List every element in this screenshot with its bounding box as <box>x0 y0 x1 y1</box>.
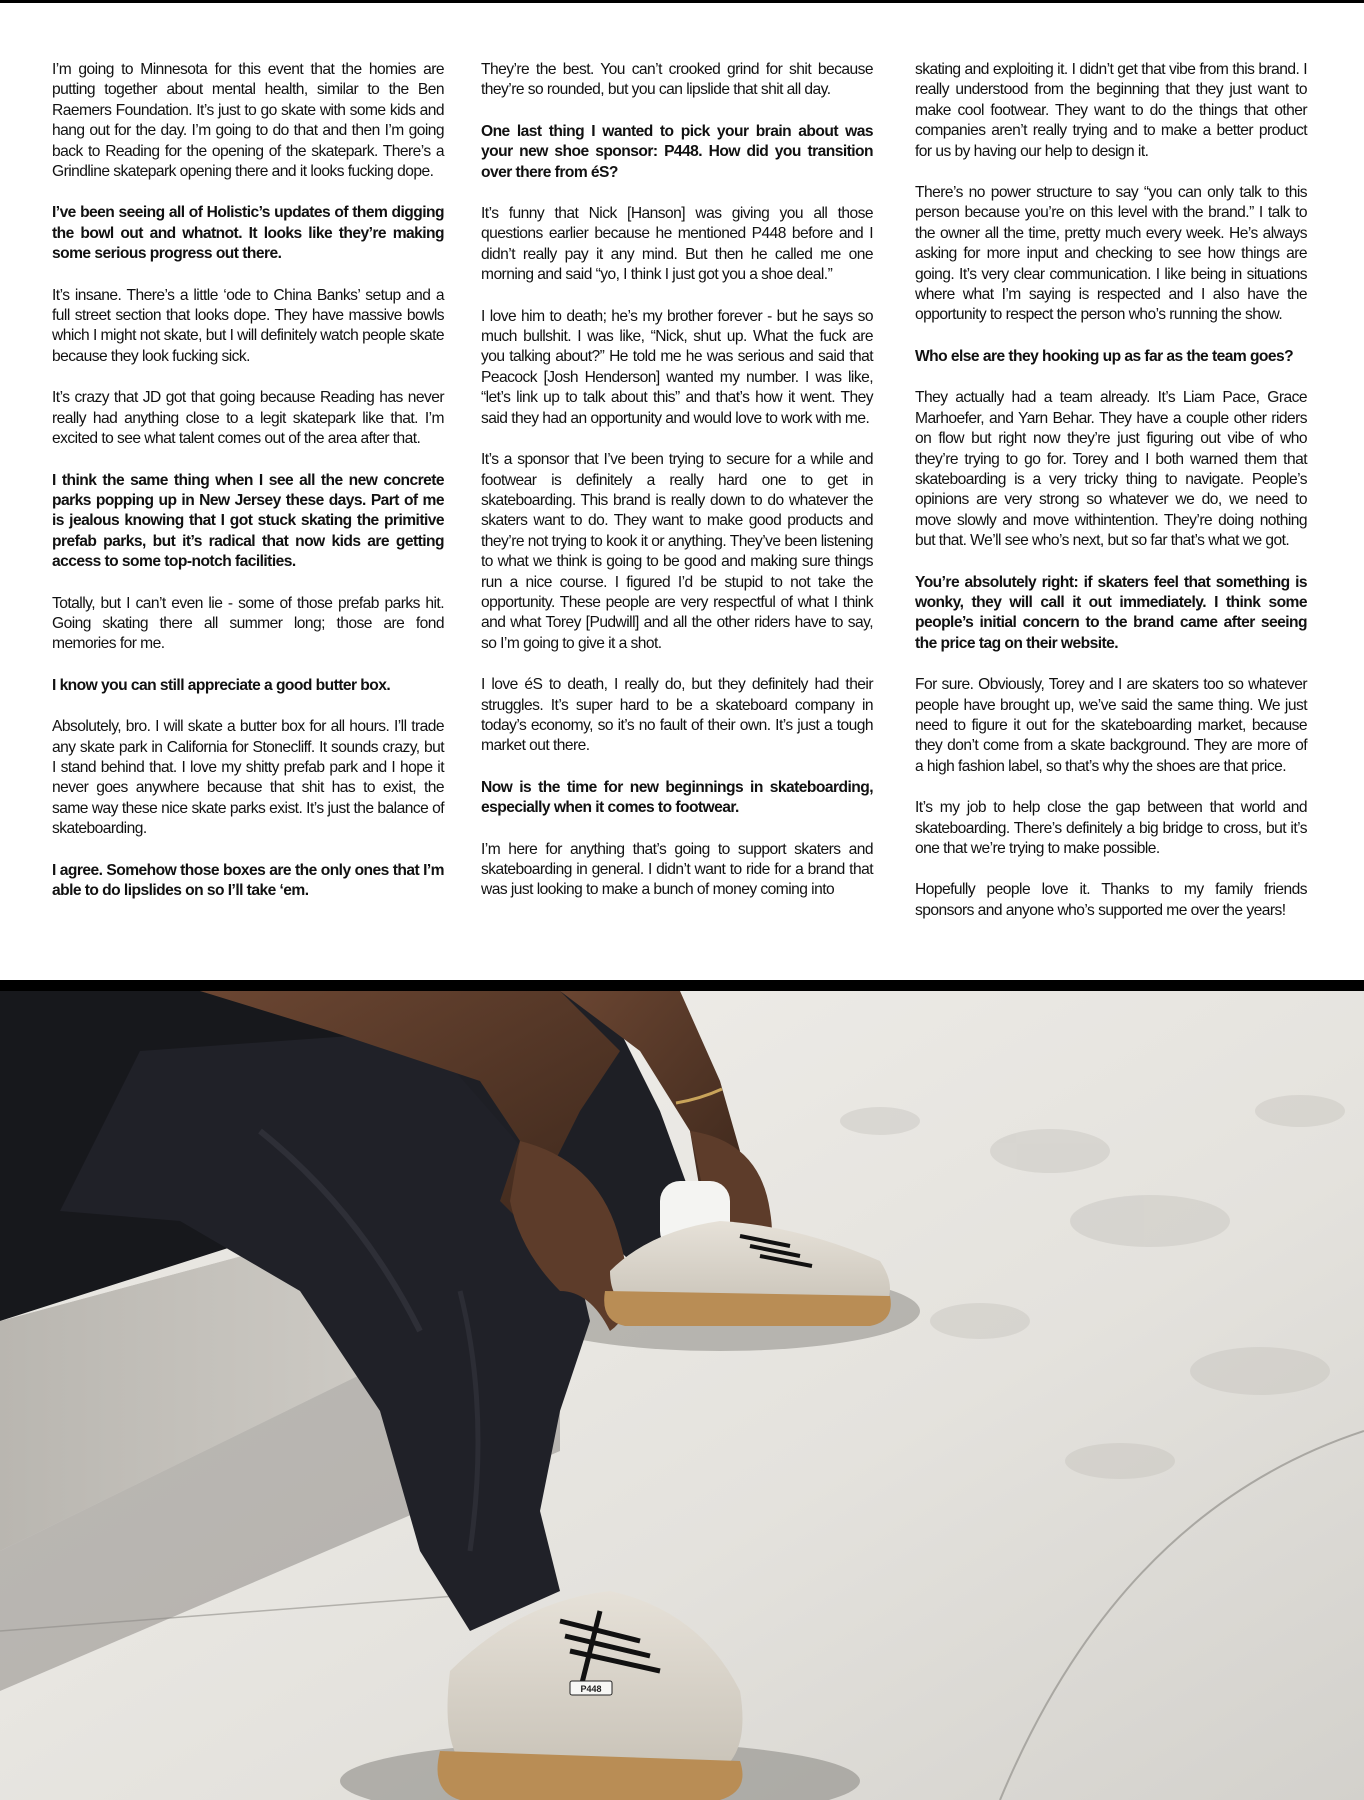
interview-question: I think the same thing when I see all the new concrete parks popping up in New Jersey these days. Part of me is jealous knowing that I got stuck skating the primitive prefab parks, but it’s radical that now kids are getting access to some top-notch facilities. <box>52 471 444 571</box>
interview-question: Who else are they hooking up as far as the team goes? <box>915 347 1294 365</box>
interview-answer: Absolutely, bro. I will skate a butter box for all hours. I’ll trade any skate park in California for Stonecliff. It sounds crazy, but I stand behind that. I love my shitty prefab park and I hope it never goes anywhere because that shit has to exist, the same way these nice skate parks exist. It’s just the balance of skateboarding. <box>52 718 444 838</box>
interview-answer: It’s my job to help close the gap between that world and skateboarding. There’s definitely a big bridge to cross, but it’s one that we’re trying to make possible. <box>915 799 1307 857</box>
text-column-1 <box>52 60 444 922</box>
interview-question: I’ve been seeing all of Holistic’s updates of them digging the bowl out and whatnot. It looks like they’re making some serious progress out there. <box>52 204 444 263</box>
interview-answer: It’s crazy that JD got that going because Reading has never really had anything close to a legit skatepark like that. I’m excited to see what talent comes out of the area after that. <box>52 389 444 448</box>
skater-shoes-photo <box>0 991 1364 1800</box>
shoe-back-sole <box>604 1291 891 1326</box>
interview-answer: They’re the best. You can’t crooked grind for shit because they’re so rounded, but you can lipslide that shit all day. <box>481 61 873 99</box>
shoe-tag-text: P448 <box>580 1684 602 1694</box>
interview-answer: For sure. Obviously, Torey and I are skaters too so whatever people have brought up, we’ve said the same thing. We just need to figure it out for the skateboarding market, because they don’t come from a skate background. They are more of a high fashion label, so that’s why the shoes are that price. <box>915 676 1307 775</box>
interview-answer: Totally, but I can’t even lie - some of those prefab parks hit. Going skating there all summer long; those are fond memories for me. <box>52 594 444 653</box>
interview-answer: They actually had a team already. It’s Liam Pace, Grace Marhoefer, and Yarn Behar. They have a couple other riders on flow but right now they’re just figuring out vibe of who they’re trying to go for. Torey and I both warned them that skateboarding is a very tricky thing to navigate. People’s opinions are very strong so whatever we do, we need to move slowly and move withintention. They’re doing nothing but that. We’ll see who’s next, but so far that’s what we got. <box>915 389 1307 550</box>
interview-answer: skating and exploiting it. I didn’t get that vibe from this brand. I really understood from the beginning that they just want to make cool footwear. They want to do the things that other companies aren’t really trying and to make a better product for us by having our help to design it. <box>915 61 1307 160</box>
interview-answer: I’m going to Minnesota for this event that the homies are putting together about mental health, similar to the Ben Raemers Foundation. It’s just to go skate with some kids and hang out for the day. I’m going to do that and then I’m going back to Reading for the opening of the skatepark. There’s a Grindline skatepark opening there and it looks fucking dope. <box>52 61 444 181</box>
interview-question: You’re absolutely right: if skaters feel that something is wonky, they will call it out immediately. I think some people’s initial concern to the brand came after seeing the price tag on their website. <box>915 573 1307 652</box>
text-column-2 <box>481 60 873 922</box>
photo-top-border <box>0 980 1364 991</box>
interview-answer: I love him to death; he’s my brother forever - but he says so much bullshit. I was like, “Nick, shut up. What the fuck are you talking about?” He told me he was serious and said that Peacock [Josh Henderson] wanted my number. I was like, “let’s link up to talk about this” and that’s how it went. They said they had an opportunity and would love to work with me. <box>481 307 873 427</box>
text-column-3 <box>915 60 1307 942</box>
photo-illustration <box>0 991 1364 1800</box>
interview-answer: It’s insane. There’s a little ‘ode to China Banks’ setup and a full street section that looks dope. They have massive bowls which I might not skate, but I will definitely watch people skate because they look fucking sick. <box>52 286 444 365</box>
interview-question: Now is the time for new beginnings in skateboarding, especially when it comes to footwear. <box>481 778 873 817</box>
interview-answer: I love éS to death, I really do, but they definitely had their struggles. It’s super hard to be a skateboard company in today’s economy, so it’s no fault of their own. It’s just a tough market out there. <box>481 676 873 755</box>
interview-question: I know you can still appreciate a good butter box. <box>52 676 391 694</box>
interview-answer: There’s no power structure to say “you can only talk to this person because you’re on this level with the brand.” I talk to the owner all the time, pretty much every week. He’s always asking for more input and checking to see how things are going. It’s very clear communication. I like being in situations where what I’m saying is respected and I also have the opportunity to respect the person who’s running the show. <box>915 184 1307 324</box>
interview-answer: It’s a sponsor that I’ve been trying to secure for a while and footwear is definitely a really hard one to get in skateboarding. This brand is really down to do whatever the skaters want to do. They want to make good products and they’re not trying to kook it or anything. They’ve been listening to what we think is going to be good and making sure things run a nice course. I figured I’d be stupid to not take the opportunity. These people are very respectful of what I think and what Torey [Pudwill] and all the other riders have to say, so I’m going to give it a shot. <box>481 451 873 652</box>
interview-answer: Hopefully people love it. Thanks to my family friends sponsors and anyone who’s supported me over the years! <box>915 881 1307 919</box>
interview-question: I agree. Somehow those boxes are the only ones that I’m able to do lipslides on so I’ll take ‘em. <box>52 861 444 899</box>
interview-question: One last thing I wanted to pick your brain about was your new shoe sponsor: P448. How did you transition over there from éS? <box>481 122 873 181</box>
interview-answer: I’m here for anything that’s going to support skaters and skateboarding in general. I didn’t want to ride for a brand that was just looking to make a bunch of money coming into <box>481 840 873 899</box>
interview-answer: It’s funny that Nick [Hanson] was giving you all those questions earlier because he mentioned P448 before and I didn’t really pay it any mind. But then he called me one morning and said “yo, I think I just got you a shoe deal.” <box>481 205 873 284</box>
